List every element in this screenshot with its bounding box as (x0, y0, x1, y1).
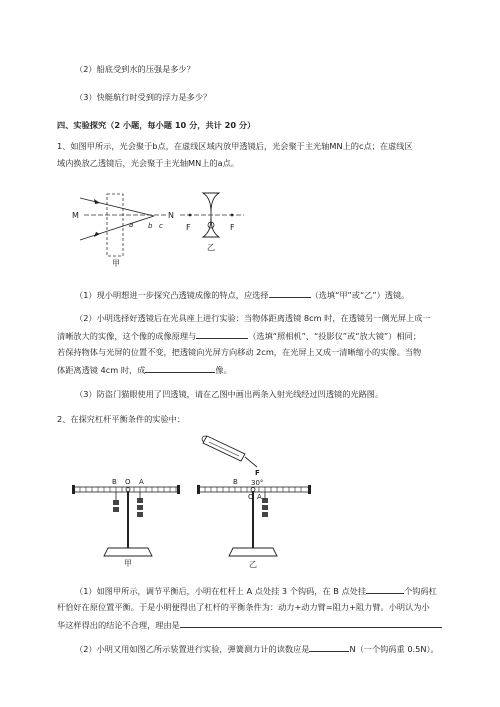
q1-intro-line-1: 1、如图甲所示，光会聚于b点，在虚线区域内放甲透镜后，光会聚于主光轴MN上的c点；在虚线区 (57, 141, 413, 151)
focal-point-left (189, 214, 192, 217)
q2-part-1-blank-1[interactable] (366, 584, 404, 594)
label-M: M (72, 211, 79, 220)
q2-part-1-line-1 (75, 584, 437, 597)
ray-lower-arrow (94, 232, 100, 237)
q1-part-2-line-2 (57, 329, 421, 342)
label-c: c (159, 222, 163, 230)
section-heading: 四、实验探究（2 小题，每小题 10 分，共计 20 分） (57, 120, 256, 130)
q2-part-1-blank-2[interactable] (180, 618, 442, 628)
label-F: F (255, 469, 260, 477)
label-O: O (125, 478, 131, 486)
label-A-yi: A (257, 493, 262, 501)
q1-part-2-blank-1[interactable] (196, 329, 248, 339)
balance-nut-right (177, 485, 180, 494)
q1-intro-line-2: 域内换放乙透镜后，光会聚于主光轴MN上的a点。 (57, 158, 239, 168)
focal-point-right (231, 214, 234, 217)
label-N: N (168, 211, 174, 220)
q1-part-1-blank[interactable] (269, 288, 311, 298)
q1-part-2-blank-2[interactable] (145, 363, 215, 373)
q2-part-1-text-b: 个钩码杠 (404, 586, 437, 596)
balance-nut-left (72, 485, 75, 494)
q2-part-2 (75, 642, 439, 655)
q1-part-1-text-a: （1）现小明想进一步探究凸透镜成像的特点，应选择 (75, 290, 269, 300)
pivot-O-yi (251, 488, 255, 492)
ray-lower (80, 216, 154, 240)
balance-nut-right-yi (308, 485, 311, 494)
q1-part-2-line-3: 若保持物体与光屏的位置不变，把透镜向光屏方向移动 2cm，在光屏上又成一清晰缩小的实像。当物 (57, 347, 422, 357)
stand-base-yi (229, 548, 277, 556)
dashed-region (107, 194, 123, 256)
q1-part-2-line-4 (57, 363, 232, 376)
q2-part-1-line-3 (57, 618, 442, 631)
pivot-O (126, 488, 130, 492)
q2-part-1-text-a: （1）如图甲所示，调节平衡后，小明在杠杆上 A 点处挂 3 个钩码，在 B 点处挂 (75, 586, 367, 596)
label-O-yi: O (248, 493, 254, 501)
label-F-left: F (186, 223, 191, 232)
label-A: A (139, 478, 144, 486)
q1-part-3: （3）防盗门猫眼使用了凹透镜，请在乙图中画出两条入射光线经过凹透镜的光路图。 (75, 389, 384, 399)
label-a: a (129, 221, 134, 229)
caption-yi: 乙 (249, 560, 257, 569)
q1-part-1 (75, 288, 409, 301)
weight-A-2 (137, 505, 143, 510)
q-prev-part-2: （2）船底受到水的压强是多少？ (75, 64, 195, 74)
label-angle: 30° (251, 479, 264, 487)
q-prev-part-3: （3）快艇航行时受到的浮力是多少？ (75, 92, 212, 102)
caption-jia: 甲 (112, 259, 120, 268)
q2-part-2-blank[interactable] (309, 642, 349, 652)
weight-B-1 (113, 500, 119, 505)
q1-part-2-text-c: 体距离透镜 4cm 时，成 (57, 365, 146, 375)
ray-upper (80, 198, 154, 216)
weight-A-1 (137, 498, 143, 503)
figure-lever-jia (72, 470, 182, 570)
caption-jia: 甲 (124, 559, 132, 568)
q2-part-2-text-a: （2）小明又用如图乙所示装置进行实验，弹簧测力计的读数应是 (75, 644, 310, 654)
caption-yi: 乙 (207, 243, 215, 252)
weight-A-yi-1 (262, 498, 268, 503)
balance-nut-left-yi (197, 485, 200, 494)
figure-lever-yi (195, 432, 325, 572)
q2-intro: 2、在探究杠杆平衡条件的实验中： (57, 414, 186, 424)
q1-part-2-text-d: 像。 (215, 365, 232, 375)
label-F-right: F (230, 223, 235, 232)
spring-scale-icon (202, 436, 257, 467)
figure-lens-yi (178, 188, 248, 268)
q1-part-2-text-b: （选填“照相机”、“投影仪”或“放大镜”）相同； (248, 331, 422, 341)
label-B-yi: B (233, 478, 238, 486)
q2-part-1-text-c: 华这样得出的结论不合理，理由是 (57, 620, 180, 630)
weight-A-3 (137, 512, 143, 517)
q1-part-2-line-1: （2）小明选择好透镜后在光具座上进行实验：当物体距离透镜 8cm 时，在透镜另一侧光屏上成一 (75, 313, 431, 323)
ray-upper-arrow (94, 199, 100, 204)
weight-B-2 (113, 507, 119, 512)
q2-part-1-line-2: 杆恰好在原位置平衡。于是小明便得出了杠杆的平衡条件为：动力+动力臂=阻力+阻力臂。小明认为小 (57, 602, 430, 612)
q1-part-2-text-a: 清晰放大的实像，这个像的成像原理与 (57, 331, 197, 341)
stand-base (104, 548, 152, 556)
weight-A-yi-2 (262, 505, 268, 510)
figure-lens-jia (70, 188, 190, 268)
label-b: b (148, 222, 153, 230)
weight-A-yi-3 (262, 512, 268, 517)
label-B: B (112, 478, 117, 486)
q1-part-1-text-b: （选填“甲”或“乙”）透镜。 (310, 290, 410, 300)
q2-part-2-text-b: N（一个钩码重 0.5N）。 (349, 644, 439, 654)
